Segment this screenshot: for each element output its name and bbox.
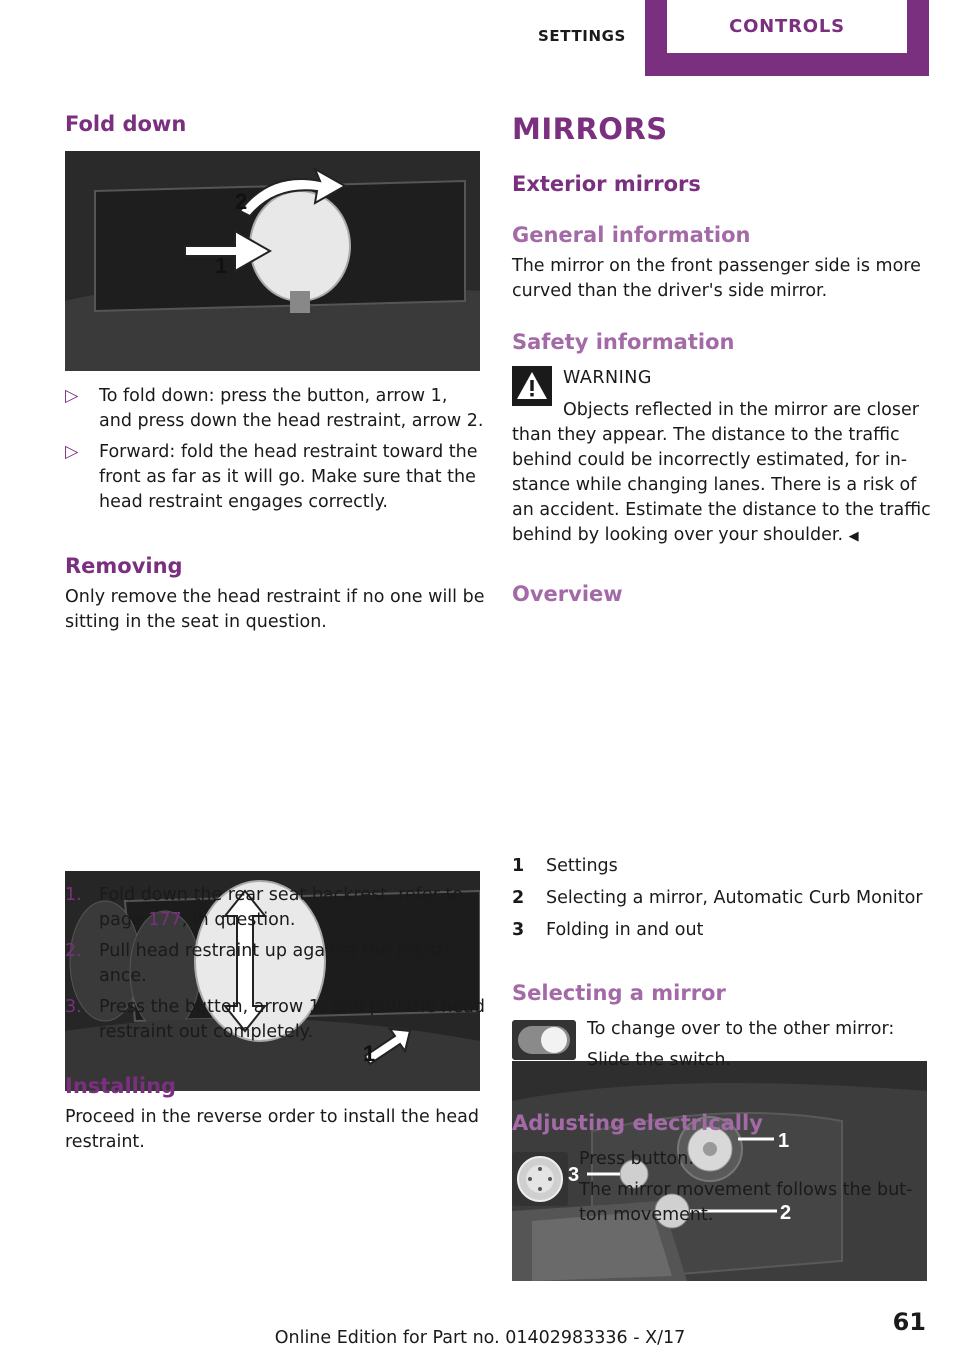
figure-label-1: 1: [363, 1041, 376, 1066]
adjusting-line2: The mirror movement follows the but‐ton movement.: [579, 1180, 913, 1225]
page-title: MIRRORS: [512, 112, 668, 146]
list-item: [65, 995, 485, 1045]
list-marker: 3.: [65, 997, 82, 1017]
warning-first-line: Objects reflected in the mirror are closer: [563, 400, 919, 420]
footer-edition: Online Edition for Part no. 01402983336 - X/17: [274, 1328, 686, 1348]
removing-text: Only remove the head restraint if no one will be sitting in the seat in question.: [65, 587, 485, 632]
section-subtitle: Exterior mirrors: [512, 172, 701, 196]
list-item-text: To fold down: press the button, arrow 1, and press down the head restraint, arrow 2.: [99, 386, 484, 431]
overview-heading: Overview: [512, 582, 623, 606]
warning-label: WARNING: [563, 368, 652, 388]
selecting-mirror-heading: Selecting a mirror: [512, 981, 726, 1005]
general-info-heading: General information: [512, 223, 751, 247]
adjusting-line1: Press button.: [579, 1149, 694, 1169]
mirror-adjust-button-icon: [512, 1152, 568, 1206]
fold-down-list: [65, 384, 485, 515]
list-marker: ▷: [65, 442, 79, 462]
list-item-text: , in question.: [181, 910, 296, 930]
end-mark-icon: ◀: [848, 529, 859, 544]
list-item: [65, 440, 485, 515]
warning-text: [512, 423, 932, 549]
selecting-line1: To change over to the other mirror:: [587, 1019, 895, 1039]
legend-text: Selecting a mirror, Automatic Curb Monitor: [546, 888, 923, 908]
fold-down-heading: Fold down: [65, 112, 187, 136]
figure-label-3: 3: [568, 1164, 580, 1186]
removing-heading: Removing: [65, 554, 183, 578]
figure-label-1: 1: [215, 253, 228, 278]
warning-icon: [512, 366, 552, 406]
legend-text: Settings: [546, 856, 618, 876]
selecting-line2: Slide the switch.: [587, 1050, 731, 1070]
installing-heading: Installing: [65, 1074, 177, 1098]
list-item-text: Press the button, arrow 1, and pull the head restraint out completely.: [99, 997, 485, 1042]
legend-number: 1: [512, 856, 525, 876]
header-tab-controls[interactable]: [645, 0, 929, 76]
legend-item: [512, 918, 932, 943]
safety-info-heading: Safety information: [512, 330, 735, 354]
list-item-text: Pull head restraint up against the resist‐ance.: [99, 941, 451, 986]
fold-down-illustration: [65, 151, 480, 371]
figure-label-2: 2: [235, 189, 248, 214]
header-tab-controls-label: CONTROLS: [667, 0, 907, 53]
page-link[interactable]: 177: [148, 910, 182, 930]
figure-label-1: 1: [778, 1130, 790, 1152]
list-marker: 2.: [65, 941, 82, 961]
list-item: [65, 384, 485, 434]
adjusting-heading: Adjusting electrically: [512, 1111, 763, 1135]
legend-text: Folding in and out: [546, 920, 704, 940]
legend-item: [512, 854, 932, 879]
fold-down-figure: [65, 151, 480, 371]
legend-number: 3: [512, 920, 525, 940]
installing-text: Proceed in the reverse order to install the head restraint.: [65, 1107, 480, 1152]
list-marker: 1.: [65, 885, 82, 905]
removing-steps: [65, 883, 485, 1045]
list-item: [65, 939, 485, 989]
header-tab-settings[interactable]: SETTINGS: [538, 27, 626, 45]
legend-number: 2: [512, 888, 525, 908]
list-marker: ▷: [65, 386, 79, 406]
list-item-text: Fold down the rear seat backrest, refer to page: [99, 885, 463, 930]
page-number: 61: [892, 1308, 926, 1336]
mirror-switch-icon: [512, 1020, 576, 1060]
figure-label-2: 2: [780, 1202, 792, 1224]
list-item: [65, 883, 485, 933]
overview-legend: [512, 854, 932, 943]
list-item-text: Forward: fold the head restraint toward the front as far as it will go. Make sure that the head restraint engages correctly.: [99, 442, 478, 512]
legend-item: [512, 886, 932, 911]
general-info-text: The mirror on the front passenger side is more curved than the driver's side mirror.: [512, 256, 921, 301]
warning-body: than they appear. The distance to the traffic behind could be incorrectly estimated, for in‐stance while changing lanes. There is a risk of an accident. Estimate the distance to the traffic behind by looking over your shoulder.: [512, 425, 931, 545]
